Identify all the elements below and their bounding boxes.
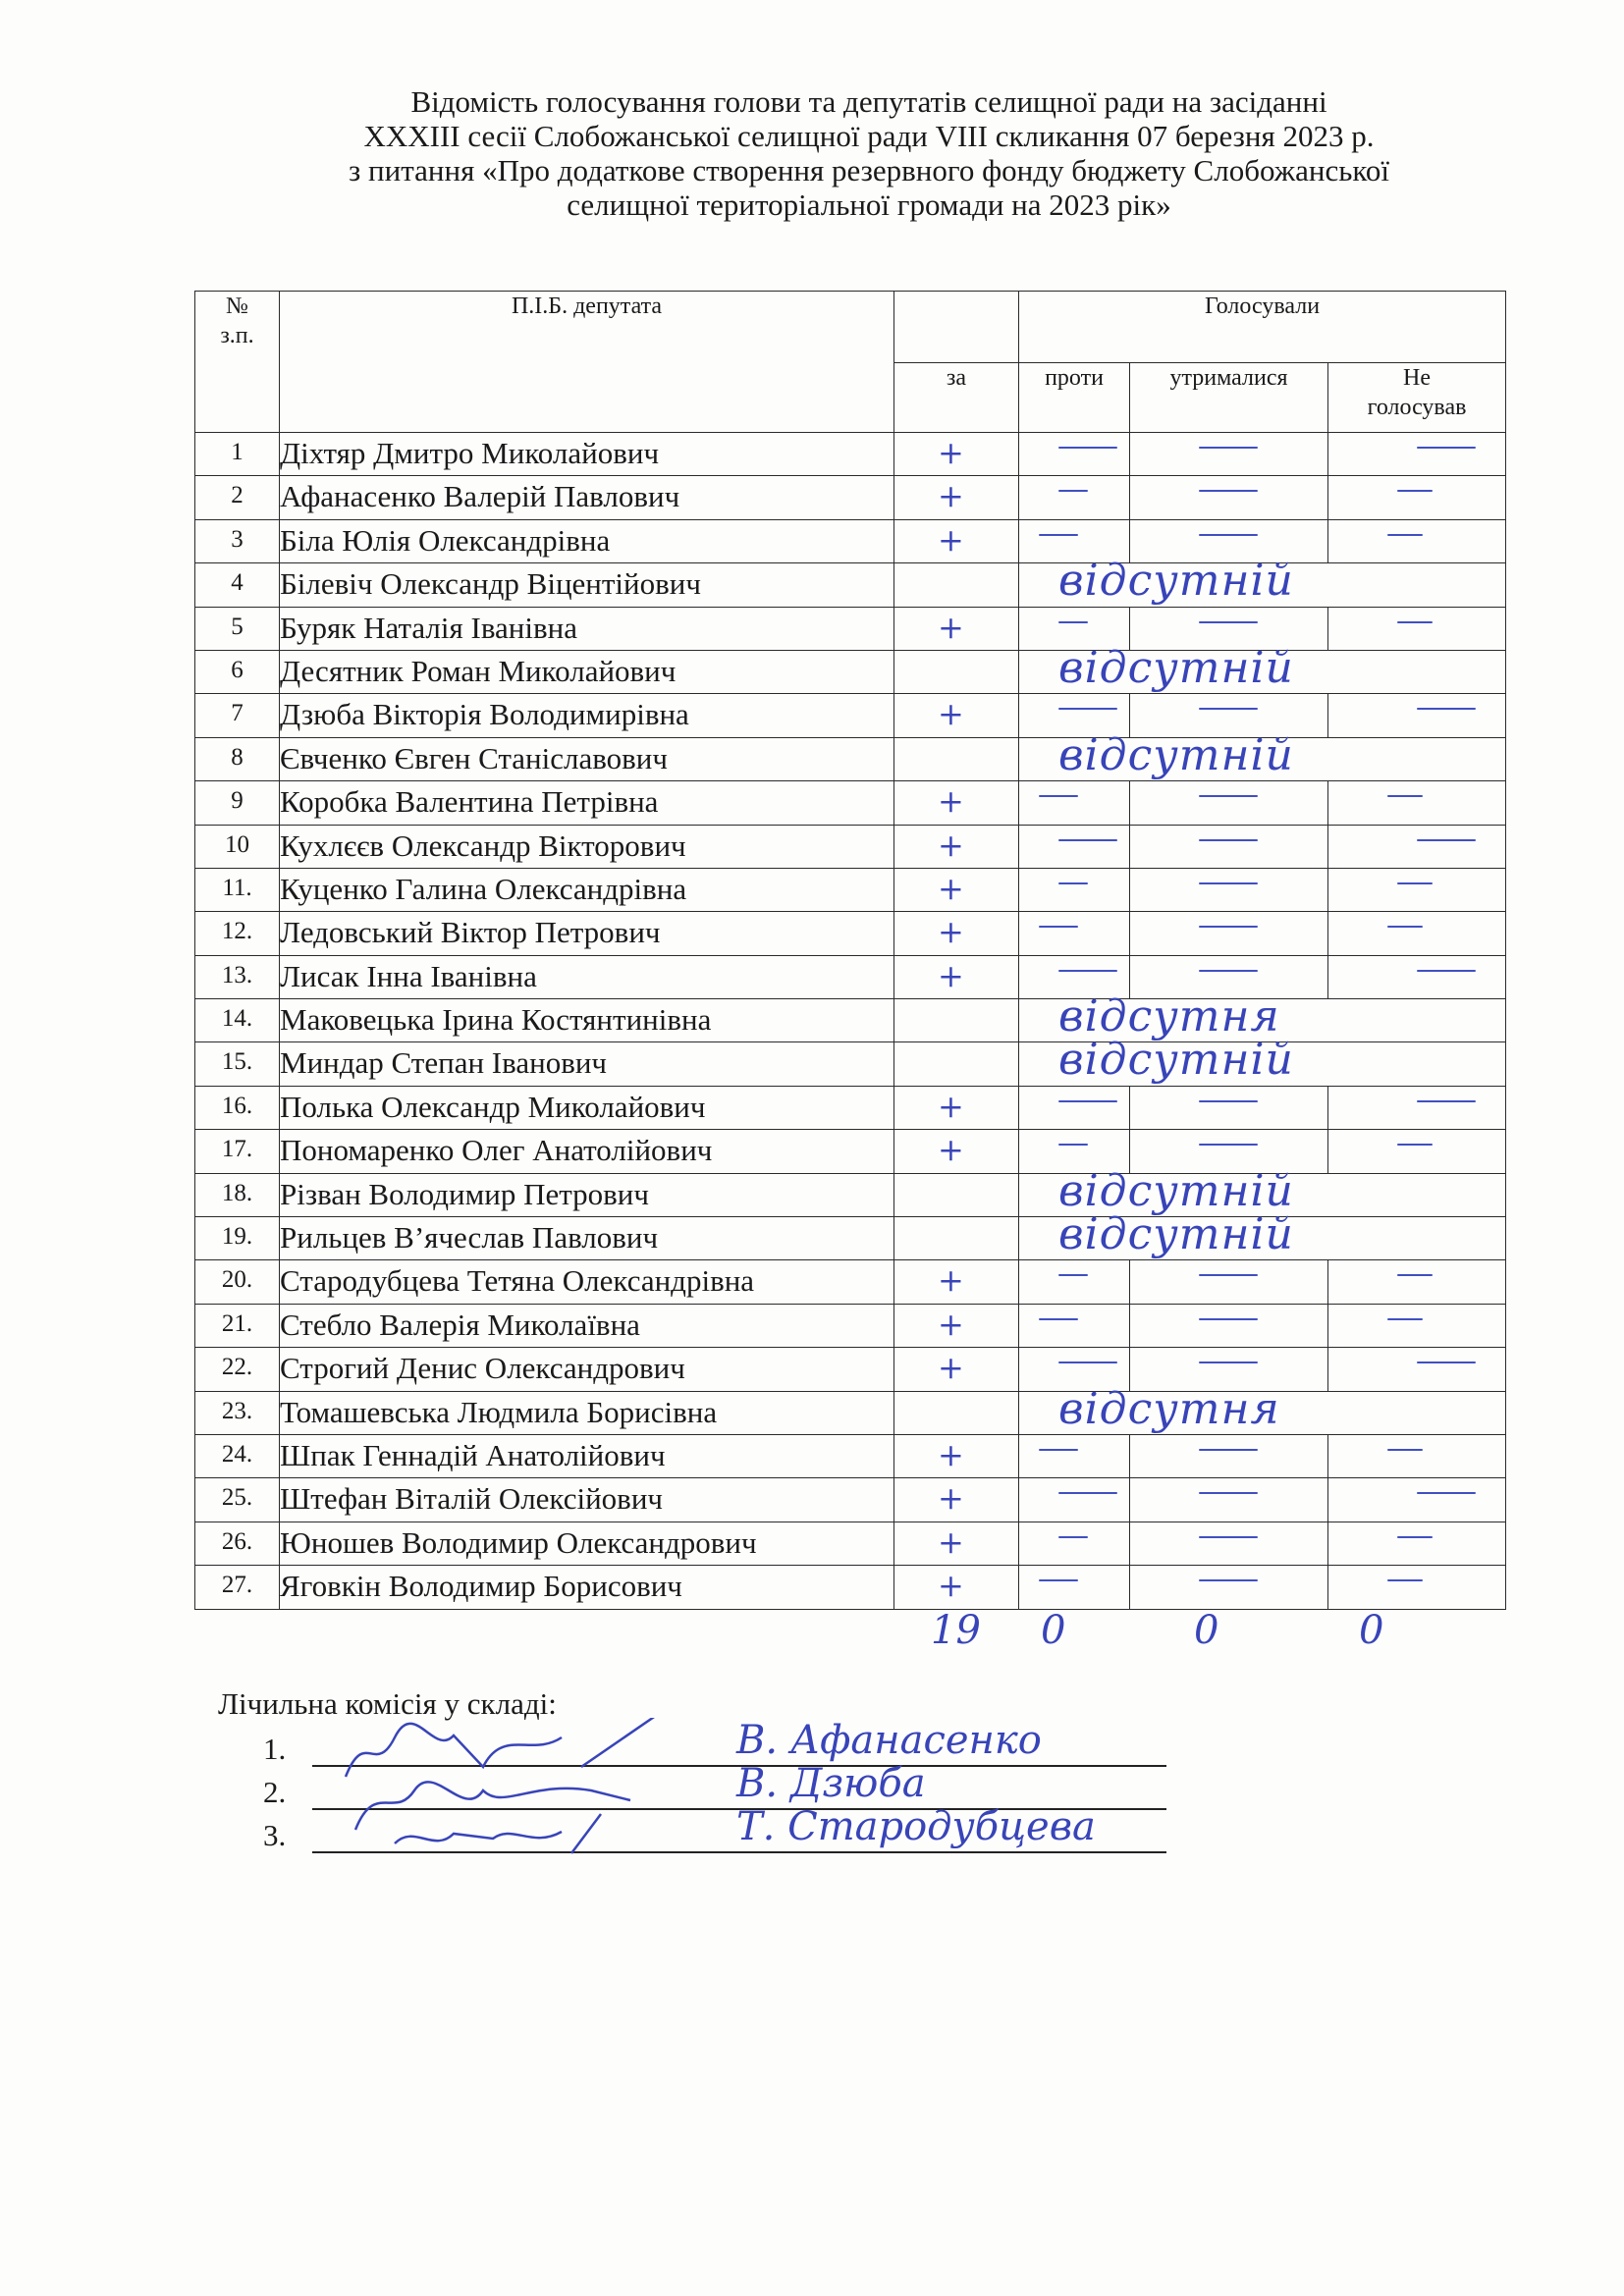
vote-not-voted-cell — [1328, 433, 1506, 476]
vote-for-cell — [894, 1566, 1019, 1609]
deputy-name: Кухлєєв Олександр Вікторович — [280, 825, 894, 868]
header-abstained: утрималися — [1130, 363, 1328, 433]
row-number: 13. — [195, 955, 280, 998]
vote-not-voted-cell — [1328, 781, 1506, 825]
dash-mark — [1039, 1579, 1078, 1581]
vote-for-cell — [894, 1086, 1019, 1129]
table-row — [195, 1522, 1506, 1565]
dash-mark — [1058, 1274, 1088, 1276]
vote-for-cell — [894, 519, 1019, 562]
vote-for-mark: + — [938, 869, 964, 907]
deputy-name: Стародубцева Тетяна Олександрівна — [280, 1260, 894, 1304]
table-row — [195, 1391, 1506, 1434]
dash-mark — [1199, 839, 1258, 841]
table-row — [195, 1478, 1506, 1522]
header-not-voted: Не голосував — [1328, 363, 1506, 433]
vote-not-voted-cell — [1328, 1348, 1506, 1391]
vote-not-voted-cell — [1328, 912, 1506, 955]
vote-for-mark: + — [938, 1087, 964, 1125]
deputy-name: Шпак Геннадій Анатолійович — [280, 1434, 894, 1477]
row-number: 5 — [195, 607, 280, 650]
dash-mark — [1058, 970, 1117, 972]
vote-not-voted-cell — [1328, 868, 1506, 911]
table-row — [195, 1348, 1506, 1391]
table-row — [195, 433, 1506, 476]
row-number: 25. — [195, 1478, 280, 1522]
dash-mark — [1058, 490, 1088, 492]
vote-for-cell — [894, 1478, 1019, 1522]
row-number: 10 — [195, 825, 280, 868]
row-number: 3 — [195, 519, 280, 562]
vote-not-voted-cell — [1328, 1566, 1506, 1609]
dash-mark — [1417, 1100, 1476, 1102]
vote-for-cell — [894, 607, 1019, 650]
vote-for-cell — [894, 1348, 1019, 1391]
header-for: за — [894, 363, 1019, 433]
dash-mark — [1199, 926, 1258, 928]
header-number: № з.п. — [195, 292, 280, 433]
deputy-name: Юношев Володимир Олександрович — [280, 1522, 894, 1565]
vote-for-cell — [894, 825, 1019, 868]
row-number: 11. — [195, 868, 280, 911]
vote-abstained-cell — [1130, 1086, 1328, 1129]
table-row — [195, 1130, 1506, 1173]
dash-mark — [1058, 1536, 1088, 1538]
vote-against-cell — [1019, 1304, 1130, 1347]
dash-mark — [1387, 926, 1423, 928]
vote-abstained-cell — [1130, 912, 1328, 955]
dash-mark — [1199, 1318, 1258, 1320]
table-row — [195, 737, 1506, 780]
deputy-name: Біла Юлія Олександрівна — [280, 519, 894, 562]
table-row — [195, 1566, 1506, 1609]
vote-against-cell — [1019, 868, 1130, 911]
vote-against-cell — [1019, 1260, 1130, 1304]
table-row — [195, 519, 1506, 562]
dash-mark — [1039, 1449, 1078, 1451]
vote-for-cell — [894, 433, 1019, 476]
absent-note: відсутня — [1058, 1383, 1280, 1434]
vote-not-voted-cell — [1328, 1130, 1506, 1173]
row-number: 27. — [195, 1566, 280, 1609]
vote-for-mark: + — [938, 1261, 964, 1300]
vote-against-cell — [1019, 1522, 1130, 1565]
vote-for-mark: + — [938, 1567, 964, 1605]
vote-against-cell — [1019, 476, 1130, 519]
total-abstained: 0 — [1194, 1608, 1219, 1653]
vote-for-cell — [894, 694, 1019, 737]
vote-for-mark: + — [938, 1479, 964, 1518]
dash-mark — [1039, 534, 1078, 536]
vote-for-mark: + — [938, 520, 964, 559]
table-row — [195, 825, 1506, 868]
dash-mark — [1417, 1362, 1476, 1363]
vote-for-cell — [894, 1217, 1019, 1260]
deputy-name: Яговкін Володимир Борисович — [280, 1566, 894, 1609]
vote-not-voted-cell — [1328, 694, 1506, 737]
member-name: В. Дзюба — [736, 1761, 926, 1806]
dash-mark — [1417, 970, 1476, 972]
row-number: 4 — [195, 563, 280, 607]
dash-mark — [1397, 1274, 1433, 1276]
vote-for-cell — [894, 1130, 1019, 1173]
deputy-name: Білевіч Олександр Віцентійович — [280, 563, 894, 607]
deputy-name: Афанасенко Валерій Павлович — [280, 476, 894, 519]
vote-for-cell — [894, 1260, 1019, 1304]
commission-member-3 — [263, 1804, 1166, 1857]
total-for: 19 — [931, 1608, 981, 1653]
table-row — [195, 563, 1506, 607]
vote-for-mark: + — [938, 826, 964, 864]
vote-for-cell — [894, 1042, 1019, 1086]
member-name: В. Афанасенко — [736, 1718, 1042, 1763]
table-row — [195, 1260, 1506, 1304]
absent-cell — [1019, 1383, 1506, 1434]
row-number: 23. — [195, 1391, 280, 1434]
vote-for-cell — [894, 1434, 1019, 1477]
header-blank — [894, 292, 1019, 363]
dash-mark — [1039, 795, 1078, 797]
dash-mark — [1199, 447, 1258, 449]
table-row — [195, 868, 1506, 911]
vote-against-cell — [1019, 433, 1130, 476]
dash-mark — [1058, 1492, 1117, 1494]
row-number: 22. — [195, 1348, 280, 1391]
vote-not-voted-cell — [1328, 955, 1506, 998]
table-row — [195, 1042, 1506, 1086]
vote-for-mark: + — [938, 1435, 964, 1473]
vote-not-voted-cell — [1328, 1522, 1506, 1565]
row-number: 21. — [195, 1304, 280, 1347]
deputy-name: Діхтяр Дмитро Миколайович — [280, 433, 894, 476]
header-against: проти — [1019, 363, 1130, 433]
voting-table-body — [195, 433, 1506, 1610]
vote-against-cell — [1019, 912, 1130, 955]
table-row — [195, 912, 1506, 955]
member-number: 3. — [263, 1818, 287, 1852]
row-number: 14. — [195, 999, 280, 1042]
table-row — [195, 781, 1506, 825]
dash-mark — [1417, 839, 1476, 841]
total-not-voted: 0 — [1359, 1608, 1384, 1653]
dash-mark — [1397, 1536, 1433, 1538]
deputy-name: Коробка Валентина Петрівна — [280, 781, 894, 825]
row-number: 20. — [195, 1260, 280, 1304]
vote-for-mark: + — [938, 956, 964, 994]
member-number: 2. — [263, 1775, 287, 1809]
vote-not-voted-cell — [1328, 1304, 1506, 1347]
absent-note: відсутній — [1058, 1209, 1294, 1260]
vote-for-mark: + — [938, 695, 964, 733]
dash-mark — [1199, 970, 1258, 972]
vote-abstained-cell — [1130, 1434, 1328, 1477]
dash-mark — [1058, 1100, 1117, 1102]
vote-against-cell — [1019, 1434, 1130, 1477]
vote-not-voted-cell — [1328, 476, 1506, 519]
vote-for-mark: + — [938, 913, 964, 951]
deputy-name: Пономаренко Олег Анатолійович — [280, 1130, 894, 1173]
vote-not-voted-cell — [1328, 1086, 1506, 1129]
vote-not-voted-cell — [1328, 825, 1506, 868]
row-number: 9 — [195, 781, 280, 825]
row-number: 26. — [195, 1522, 280, 1565]
deputy-name: Маковецька Ірина Костянтинівна — [280, 999, 894, 1042]
vote-abstained-cell — [1130, 433, 1328, 476]
vote-abstained-cell — [1130, 781, 1328, 825]
table-row — [195, 694, 1506, 737]
deputy-name: Миндар Степан Іванович — [280, 1042, 894, 1086]
vote-for-cell — [894, 999, 1019, 1042]
vote-against-cell — [1019, 825, 1130, 868]
signature-mark — [336, 1804, 709, 1883]
deputy-name: Буряк Наталія Іванівна — [280, 607, 894, 650]
dash-mark — [1417, 1492, 1476, 1494]
vote-against-cell — [1019, 1086, 1130, 1129]
vote-for-cell — [894, 955, 1019, 998]
vote-for-mark: + — [938, 1131, 964, 1169]
dash-mark — [1058, 621, 1088, 623]
deputy-name: Стебло Валерія Миколаївна — [280, 1304, 894, 1347]
row-number: 7 — [195, 694, 280, 737]
table-row — [195, 955, 1506, 998]
absent-note: відсутня — [1058, 991, 1280, 1042]
dash-mark — [1387, 1318, 1423, 1320]
absent-cell — [1019, 1209, 1506, 1260]
dash-mark — [1058, 1362, 1117, 1363]
absent-cell — [1019, 1035, 1506, 1086]
vote-abstained-cell — [1130, 1260, 1328, 1304]
dash-mark — [1058, 708, 1117, 710]
deputy-name: Ледовський Віктор Петрович — [280, 912, 894, 955]
vote-against-cell — [1019, 781, 1130, 825]
dash-mark — [1039, 926, 1078, 928]
table-row — [195, 999, 1506, 1042]
dash-mark — [1417, 447, 1476, 449]
table-row — [195, 607, 1506, 650]
vote-for-mark: + — [938, 1349, 964, 1387]
vote-for-cell — [894, 868, 1019, 911]
dash-mark — [1199, 1362, 1258, 1363]
vote-for-cell — [894, 1522, 1019, 1565]
dash-mark — [1397, 490, 1433, 492]
vote-abstained-cell — [1130, 1478, 1328, 1522]
row-number: 17. — [195, 1130, 280, 1173]
vote-for-mark: + — [938, 1305, 964, 1343]
dash-mark — [1039, 1318, 1078, 1320]
absent-cell — [1019, 729, 1506, 780]
member-number: 1. — [263, 1732, 287, 1766]
vote-for-cell — [894, 781, 1019, 825]
dash-mark — [1387, 1449, 1423, 1451]
row-number: 2 — [195, 476, 280, 519]
absent-note: відсутній — [1058, 556, 1294, 607]
row-number: 19. — [195, 1217, 280, 1260]
deputy-name: Полька Олександр Миколайович — [280, 1086, 894, 1129]
vote-not-voted-cell — [1328, 519, 1506, 562]
row-number: 12. — [195, 912, 280, 955]
dash-mark — [1199, 1579, 1258, 1581]
row-number: 16. — [195, 1086, 280, 1129]
commission-title: Лічильна комісія у складі: — [218, 1686, 557, 1721]
dash-mark — [1199, 1492, 1258, 1494]
row-number: 8 — [195, 737, 280, 780]
absent-note: відсутній — [1058, 642, 1294, 693]
title-line-3: з питання «Про додаткове створення резервного фонду бюджету Слобожанської — [349, 153, 1389, 187]
vote-abstained-cell — [1130, 1522, 1328, 1565]
dash-mark — [1058, 1144, 1088, 1146]
dash-mark — [1199, 621, 1258, 623]
absent-note: відсутній — [1058, 1165, 1294, 1216]
row-number: 15. — [195, 1042, 280, 1086]
absent-cell — [1019, 642, 1506, 693]
dash-mark — [1199, 534, 1258, 536]
dash-mark — [1199, 1449, 1258, 1451]
row-number: 1 — [195, 433, 280, 476]
dash-mark — [1199, 882, 1258, 884]
vote-abstained-cell — [1130, 825, 1328, 868]
vote-for-cell — [894, 912, 1019, 955]
vote-for-mark: + — [938, 477, 964, 515]
vote-abstained-cell — [1130, 1304, 1328, 1347]
deputy-name: Строгий Денис Олександрович — [280, 1348, 894, 1391]
title-line-4: селищної територіальної громади на 2023 рік» — [567, 187, 1171, 222]
title-line-1: Відомість голосування голови та депутатів селищної ради на засіданні — [410, 84, 1327, 119]
document-title — [177, 84, 1561, 222]
absent-note: відсутній — [1058, 1035, 1294, 1086]
dash-mark — [1199, 1536, 1258, 1538]
dash-mark — [1058, 882, 1088, 884]
vote-not-voted-cell — [1328, 1434, 1506, 1477]
dash-mark — [1199, 490, 1258, 492]
voting-table — [194, 291, 1506, 1610]
vote-not-voted-cell — [1328, 1478, 1506, 1522]
dash-mark — [1199, 1144, 1258, 1146]
deputy-name: Куценко Галина Олександрівна — [280, 868, 894, 911]
deputy-name: Штефан Віталій Олексійович — [280, 1478, 894, 1522]
vote-for-cell — [894, 563, 1019, 607]
dash-mark — [1387, 1579, 1423, 1581]
vote-abstained-cell — [1130, 868, 1328, 911]
vote-for-cell — [894, 650, 1019, 693]
vote-for-cell — [894, 1304, 1019, 1347]
dash-mark — [1397, 1144, 1433, 1146]
vote-not-voted-cell — [1328, 607, 1506, 650]
dash-mark — [1387, 534, 1423, 536]
dash-mark — [1058, 447, 1117, 449]
dash-mark — [1199, 1100, 1258, 1102]
vote-abstained-cell — [1130, 1566, 1328, 1609]
dash-mark — [1397, 882, 1433, 884]
table-row — [195, 1217, 1506, 1260]
header-voted: Голосували — [1019, 292, 1506, 363]
dash-mark — [1397, 621, 1433, 623]
deputy-name: Євченко Євген Станіславович — [280, 737, 894, 780]
table-row — [195, 1434, 1506, 1477]
member-name: Т. Стародубцева — [736, 1804, 1096, 1849]
vote-for-cell — [894, 1173, 1019, 1216]
dash-mark — [1199, 708, 1258, 710]
vote-for-mark: + — [938, 608, 964, 646]
deputy-name: Десятник Роман Миколайович — [280, 650, 894, 693]
table-row — [195, 1086, 1506, 1129]
table-row — [195, 650, 1506, 693]
vote-for-cell — [894, 476, 1019, 519]
table-row — [195, 1304, 1506, 1347]
absent-note: відсутній — [1058, 729, 1294, 780]
vote-against-cell — [1019, 1478, 1130, 1522]
table-row — [195, 1173, 1506, 1216]
total-against: 0 — [1041, 1608, 1066, 1653]
absent-cell — [1019, 556, 1506, 607]
dash-mark — [1387, 795, 1423, 797]
dash-mark — [1058, 839, 1117, 841]
deputy-name: Рильцев В’ячеслав Павлович — [280, 1217, 894, 1260]
deputy-name: Томашевська Людмила Борисівна — [280, 1391, 894, 1434]
header-name: П.І.Б. депутата — [280, 292, 894, 433]
vote-against-cell — [1019, 1566, 1130, 1609]
deputy-name: Різван Володимир Петрович — [280, 1173, 894, 1216]
vote-for-mark: + — [938, 434, 964, 471]
vote-for-cell — [894, 1391, 1019, 1434]
table-row — [195, 476, 1506, 519]
deputy-name: Дзюба Вікторія Володимирівна — [280, 694, 894, 737]
title-line-2: XXXIII сесії Слобожанської селищної ради VIII скликання 07 березня 2023 р. — [363, 119, 1375, 153]
vote-for-mark: + — [938, 1522, 964, 1561]
row-number: 18. — [195, 1173, 280, 1216]
dash-mark — [1199, 795, 1258, 797]
row-number: 6 — [195, 650, 280, 693]
deputy-name: Лисак Інна Іванівна — [280, 955, 894, 998]
dash-mark — [1199, 1274, 1258, 1276]
vote-not-voted-cell — [1328, 1260, 1506, 1304]
vote-for-mark: + — [938, 782, 964, 821]
vote-for-cell — [894, 737, 1019, 780]
row-number: 24. — [195, 1434, 280, 1477]
dash-mark — [1417, 708, 1476, 710]
vote-abstained-cell — [1130, 476, 1328, 519]
